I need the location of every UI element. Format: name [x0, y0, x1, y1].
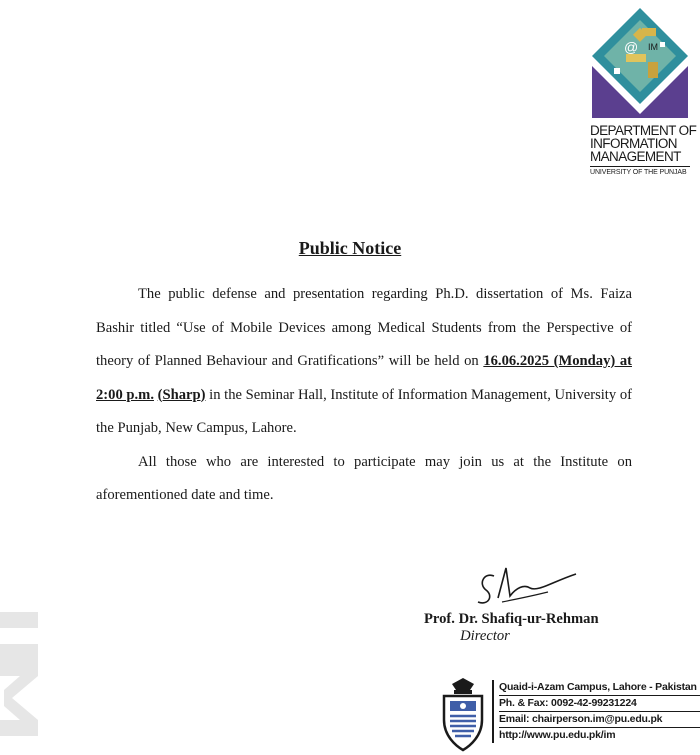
footer-address: Quaid-i-Azam Campus, Lahore - Pakistan: [499, 680, 700, 696]
department-line-1: DEPARTMENT OF: [590, 123, 697, 138]
footer-email[interactable]: Email: chairperson.im@pu.edu.pk: [499, 712, 700, 728]
notice-body: [96, 278, 632, 513]
department-logo: [582, 6, 697, 186]
event-date-time: 16.06.2025 (Monday) at 2:00 p.m.: [96, 353, 632, 403]
department-logo-icon: [590, 6, 690, 121]
signature-icon: [472, 562, 582, 612]
university-seal-icon: [440, 674, 486, 752]
contact-footer: [492, 680, 700, 743]
notice-paragraph-1: [96, 278, 632, 446]
svg-text:@: @: [624, 39, 639, 55]
notice-paragraph-2: All those who are interested to participate may join us at the Institute on aforementioned date and time.: [96, 453, 632, 503]
paragraph-1-text-a: The public defense and presentation regarding Ph.D. dissertation of Ms. Faiza Bashir titled “Use of Mobile Devices among Medical Students from the Perspective of theory of Planned Behaviour and Gratifications” will be held on: [96, 286, 632, 369]
university-name: UNIVERSITY OF THE PUNJAB: [590, 169, 687, 176]
footer-url[interactable]: http://www.pu.edu.pk/im: [499, 729, 616, 741]
logo-divider: [590, 166, 690, 167]
signatory-role: Director: [460, 628, 510, 644]
svg-text:IM: IM: [648, 42, 658, 52]
signatory-name: Prof. Dr. Shafiq-ur-Rehman: [424, 611, 599, 627]
notice-title: Public Notice: [298, 238, 402, 258]
footer-phone: Ph. & Fax: 0092-42-99231224: [499, 696, 700, 712]
paragraph-1-text-b: in the Seminar Hall, Institute of Information Management, University of the Punjab, New Campus, Lahore.: [96, 386, 632, 436]
event-sharp: (Sharp): [157, 386, 206, 403]
department-line-2: INFORMATION: [590, 136, 677, 151]
im-watermark-icon: [0, 612, 38, 755]
department-line-3: MANAGEMENT: [590, 149, 681, 164]
